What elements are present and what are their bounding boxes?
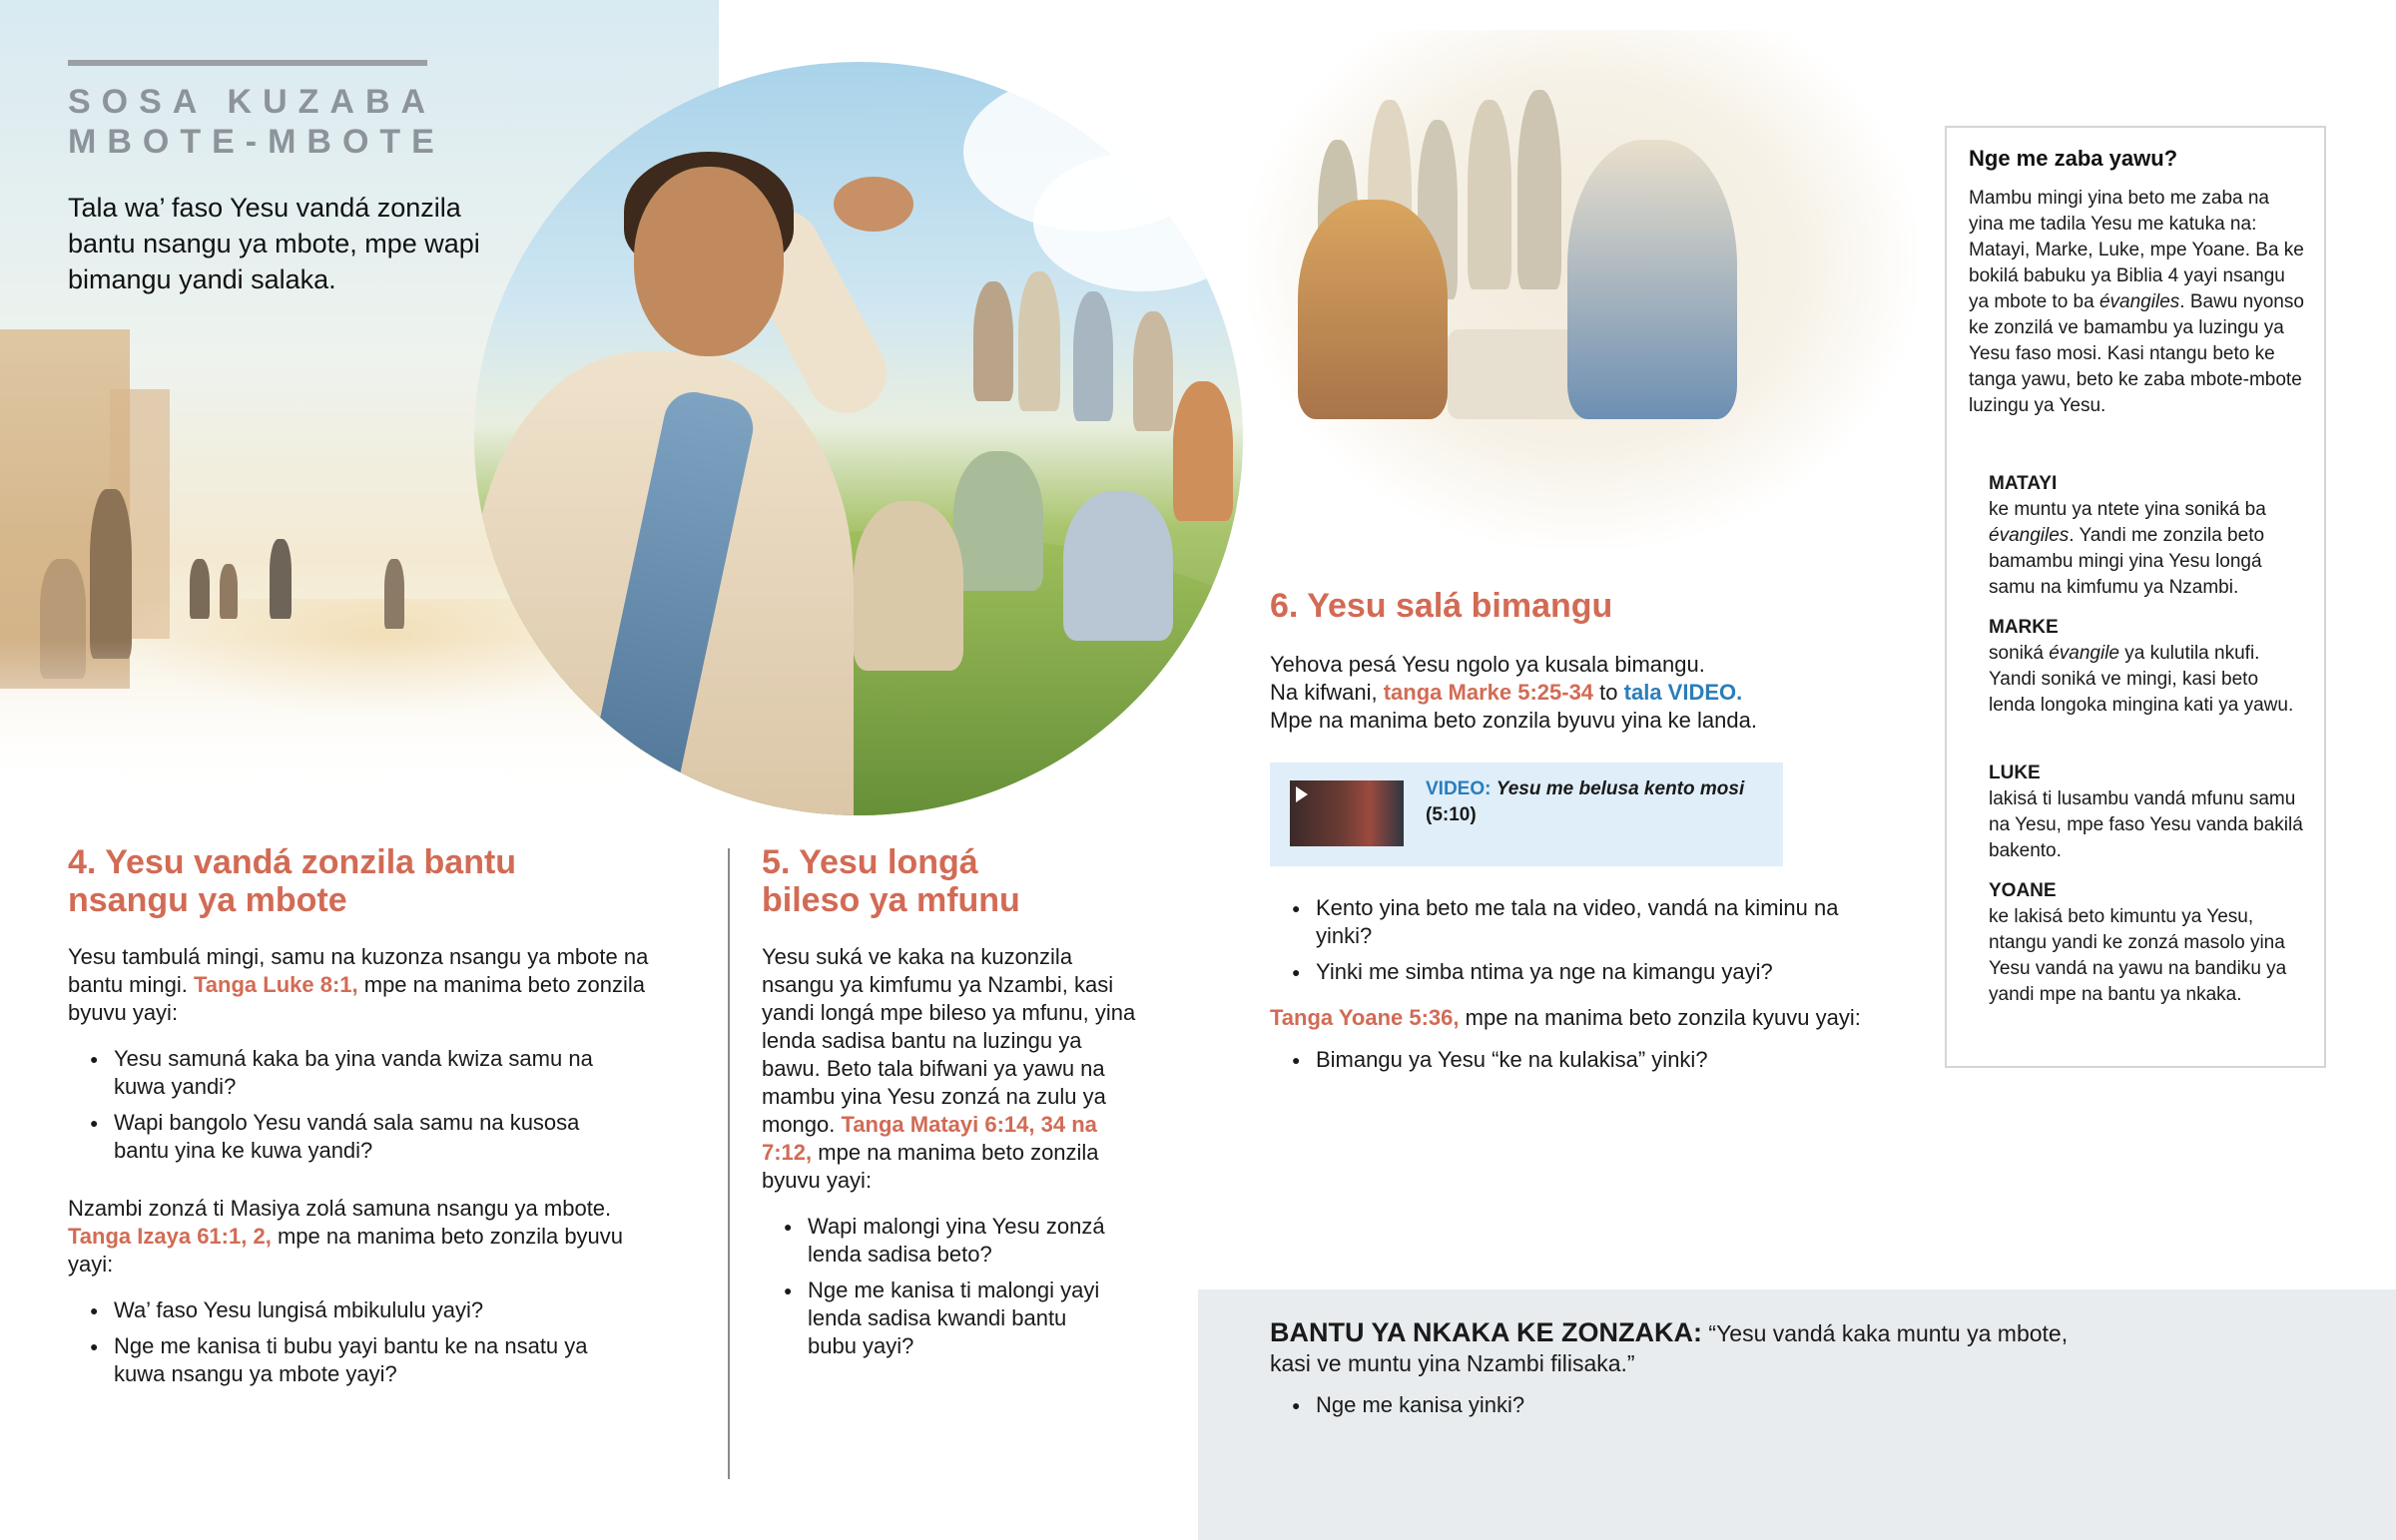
section-5-p1-text: Yesu suká ve kaka na kuzonzila nsangu ya kimfumu ya Nzambi, kasi yandi longá mpe bileso ya mfunu, yina lenda sadisa bantu na luzingu ya bawu. Beto tala bifwani ya yawu na mambu yina Yesu zonzá na zulu ya mongo. (762, 944, 1136, 1137)
section-6-heading: 6. Yesu salá bimangu (1270, 587, 1613, 625)
gospel-entry-mark (1989, 615, 2308, 719)
video-duration: (5:10) (1426, 804, 1477, 825)
scripture-link-john-5-36[interactable]: Tanga Yoane 5:36, (1270, 1005, 1460, 1030)
video-label: VIDEO: (1426, 778, 1492, 799)
section-5-paragraph-1 (762, 943, 1141, 1195)
others-say-panel (1198, 1289, 2396, 1540)
section-4-paragraph-1 (68, 943, 667, 1027)
section-6-questions-1 (1270, 894, 1849, 986)
section-5-heading: 5. Yesu longá bileso ya mfunu (762, 843, 1020, 919)
section-6-p1-to: to (1599, 680, 1618, 705)
scripture-link-matthew[interactable]: Tanga Matayi 6:14, 34 na 7:12, (762, 1112, 1097, 1165)
gospel-description: ke lakisá beto kimuntu ya Yesu, ntangu yandi ke zonzá masolo yina Yesu vandá na yawu na bandiku ya yandi mpe na bantu ya nkaka. (1989, 906, 2287, 1005)
section-4-paragraph-2 (68, 1195, 667, 1279)
question-item: ● Nge me kanisa ti malongi yayi lenda sadisa kwandi bantu bubu yayi? (762, 1277, 1121, 1360)
sidebar-title: Nge me zaba yawu? (1969, 146, 2178, 171)
section-6 (1270, 587, 1909, 735)
others-say-label: BANTU YA NKAKA KE ZONZAKA: (1270, 1317, 1703, 1347)
gospel-name: LUKE (1989, 763, 2041, 783)
section-4-heading: 4. Yesu vandá zonzila bantu nsangu ya mbote (68, 843, 517, 919)
video-caption (1426, 776, 1765, 828)
section-6-p2-tail: mpe na manima beto zonzila kyuvu yayi: (1465, 1005, 1861, 1030)
others-say-questions (1270, 1391, 2069, 1427)
section-4-questions-2 (68, 1296, 627, 1388)
section-5-questions (762, 1213, 1121, 1360)
section-6-paragraph-2 (1270, 1004, 1909, 1032)
section-4-p2-text: Nzambi zonzá ti Masiya zolá samuna nsangu ya mbote. (68, 1196, 612, 1221)
section-6-p1-line1: Yehova pesá Yesu ngolo ya kusala bimangu. (1270, 652, 1705, 677)
intro-text: Tala wa’ faso Yesu vandá zonzila bantu nsangu ya mbote, mpe wapi bimangu yandi salaka. (68, 193, 480, 294)
question-item: ● Wapi malongi yina Yesu zonzá lenda sadisa beto? (762, 1213, 1121, 1269)
gospel-name: MARKE (1989, 617, 2059, 638)
section-4-p1-tail: mpe na manima beto zonzila byuvu yayi: (68, 972, 646, 1025)
question-item: ● Bimangu ya Yesu “ke na kulakisa” yinki? (1270, 1046, 1849, 1074)
others-say-text (1270, 1317, 2089, 1378)
play-icon[interactable] (1296, 786, 1308, 802)
video-thumbnail[interactable] (1290, 780, 1404, 846)
section-6-lower (1270, 894, 1909, 1082)
section-4 (68, 843, 667, 1396)
gospel-description: soniká évangile ya kulutila nkufi. Yandi soniká ve mingi, kasi beto lenda longoka mingina kati ya yawu. (1989, 643, 2294, 716)
healing-woman-illustration (1248, 30, 1917, 549)
video-card[interactable] (1270, 763, 1783, 866)
gospel-entry-luke (1989, 761, 2308, 864)
section-4-p2-tail: mpe na manima beto zonzila byuvu yayi: (68, 1224, 624, 1277)
scripture-link-mark-5-25-34[interactable]: tanga Marke 5:25-34 (1383, 680, 1594, 705)
question-item: ● Kento yina beto me tala na video, vandá na kiminu na yinki? (1270, 894, 1849, 950)
question-item: ● Nge me kanisa ti bubu yayi bantu ke na nsatu ya kuwa nsangu ya mbote yayi? (68, 1332, 627, 1388)
section-6-p1-line3: Mpe na manima beto zonzila byuvu yina ke landa. (1270, 708, 1757, 733)
question-item: ● Wapi bangolo Yesu vandá sala samu na kusosa bantu yina ke kuwa yandi? (68, 1109, 627, 1165)
section-6-p1-pre: Na kifwani, (1270, 680, 1378, 705)
page-title-line2: MBOTE-MBOTE (68, 123, 445, 161)
title-rule (68, 60, 427, 66)
gospel-entry-matthew (1989, 471, 2308, 601)
others-say-quote: “Yesu vandá kaka muntu ya mbote, kasi ve muntu yina Nzambi filisaka.” (1270, 1320, 2069, 1376)
section-6-questions-2 (1270, 1046, 1849, 1074)
section-6-paragraph-1 (1270, 651, 1909, 735)
gospel-name: YOANE (1989, 880, 2057, 901)
section-4-questions-1 (68, 1045, 627, 1165)
question-item: ● Yesu samuná kaka ba yina vanda kwiza samu na kuwa yandi? (68, 1045, 627, 1101)
gospel-description: ke muntu ya ntete yina soniká ba évangiles. Yandi me zonzila beto bamambu mingi yina Yesu longá samu na kimfumu ya Nzambi. (1989, 499, 2266, 598)
section-5 (762, 843, 1141, 1368)
column-divider (728, 848, 730, 1479)
video-title[interactable]: Yesu me belusa kento mosi (1496, 778, 1745, 799)
question-item: ● Nge me kanisa yinki? (1270, 1391, 2069, 1419)
question-item: ● Wa’ faso Yesu lungisá mbikululu yayi? (68, 1296, 627, 1324)
did-you-know-box (1945, 126, 2326, 1068)
scripture-link-luke-8-1[interactable]: Tanga Luke 8:1, (193, 972, 358, 997)
gospel-name: MATAYI (1989, 473, 2058, 494)
section-4-p1-text: Yesu tambulá mingi, samu na kuzonza nsangu ya mbote na bantu mingi. (68, 944, 649, 997)
jesus-preaching-illustration (474, 62, 1243, 815)
gospel-entry-john (1989, 878, 2308, 1008)
section-5-p1-tail: mpe na manima beto zonzila byuvu yayi: (762, 1140, 1099, 1193)
gospel-description: lakisá ti lusambu vandá mfunu samu na Yesu, mpe faso Yesu vanda bakilá bakento. (1989, 788, 2303, 861)
page-title (68, 82, 487, 162)
scripture-link-isaiah-61-1-2[interactable]: Tanga Izaya 61:1, 2, (68, 1224, 272, 1249)
question-item: ● Yinki me simba ntima ya nge na kimangu yayi? (1270, 958, 1849, 986)
sidebar-body: Mambu mingi yina beto me zaba na yina me tadila Yesu me katuka na: Matayi, Marke, Luke, mpe Yoane. Ba ke bokilá babuku ya Biblia 4 yayi nsangu ya mbote to ba évangiles. Bawu nyonso ke zonzilá ve bamambu ya luzingu ya Yesu faso mosi. Kasi ntangu beto ke tanga yawu, beto ke zaba mbote-mbote luzingu ya Yesu. (1969, 188, 2304, 416)
page-title-line1: SOSA KUZABA (68, 83, 437, 121)
watch-video-link[interactable]: tala VIDEO. (1623, 680, 1743, 705)
